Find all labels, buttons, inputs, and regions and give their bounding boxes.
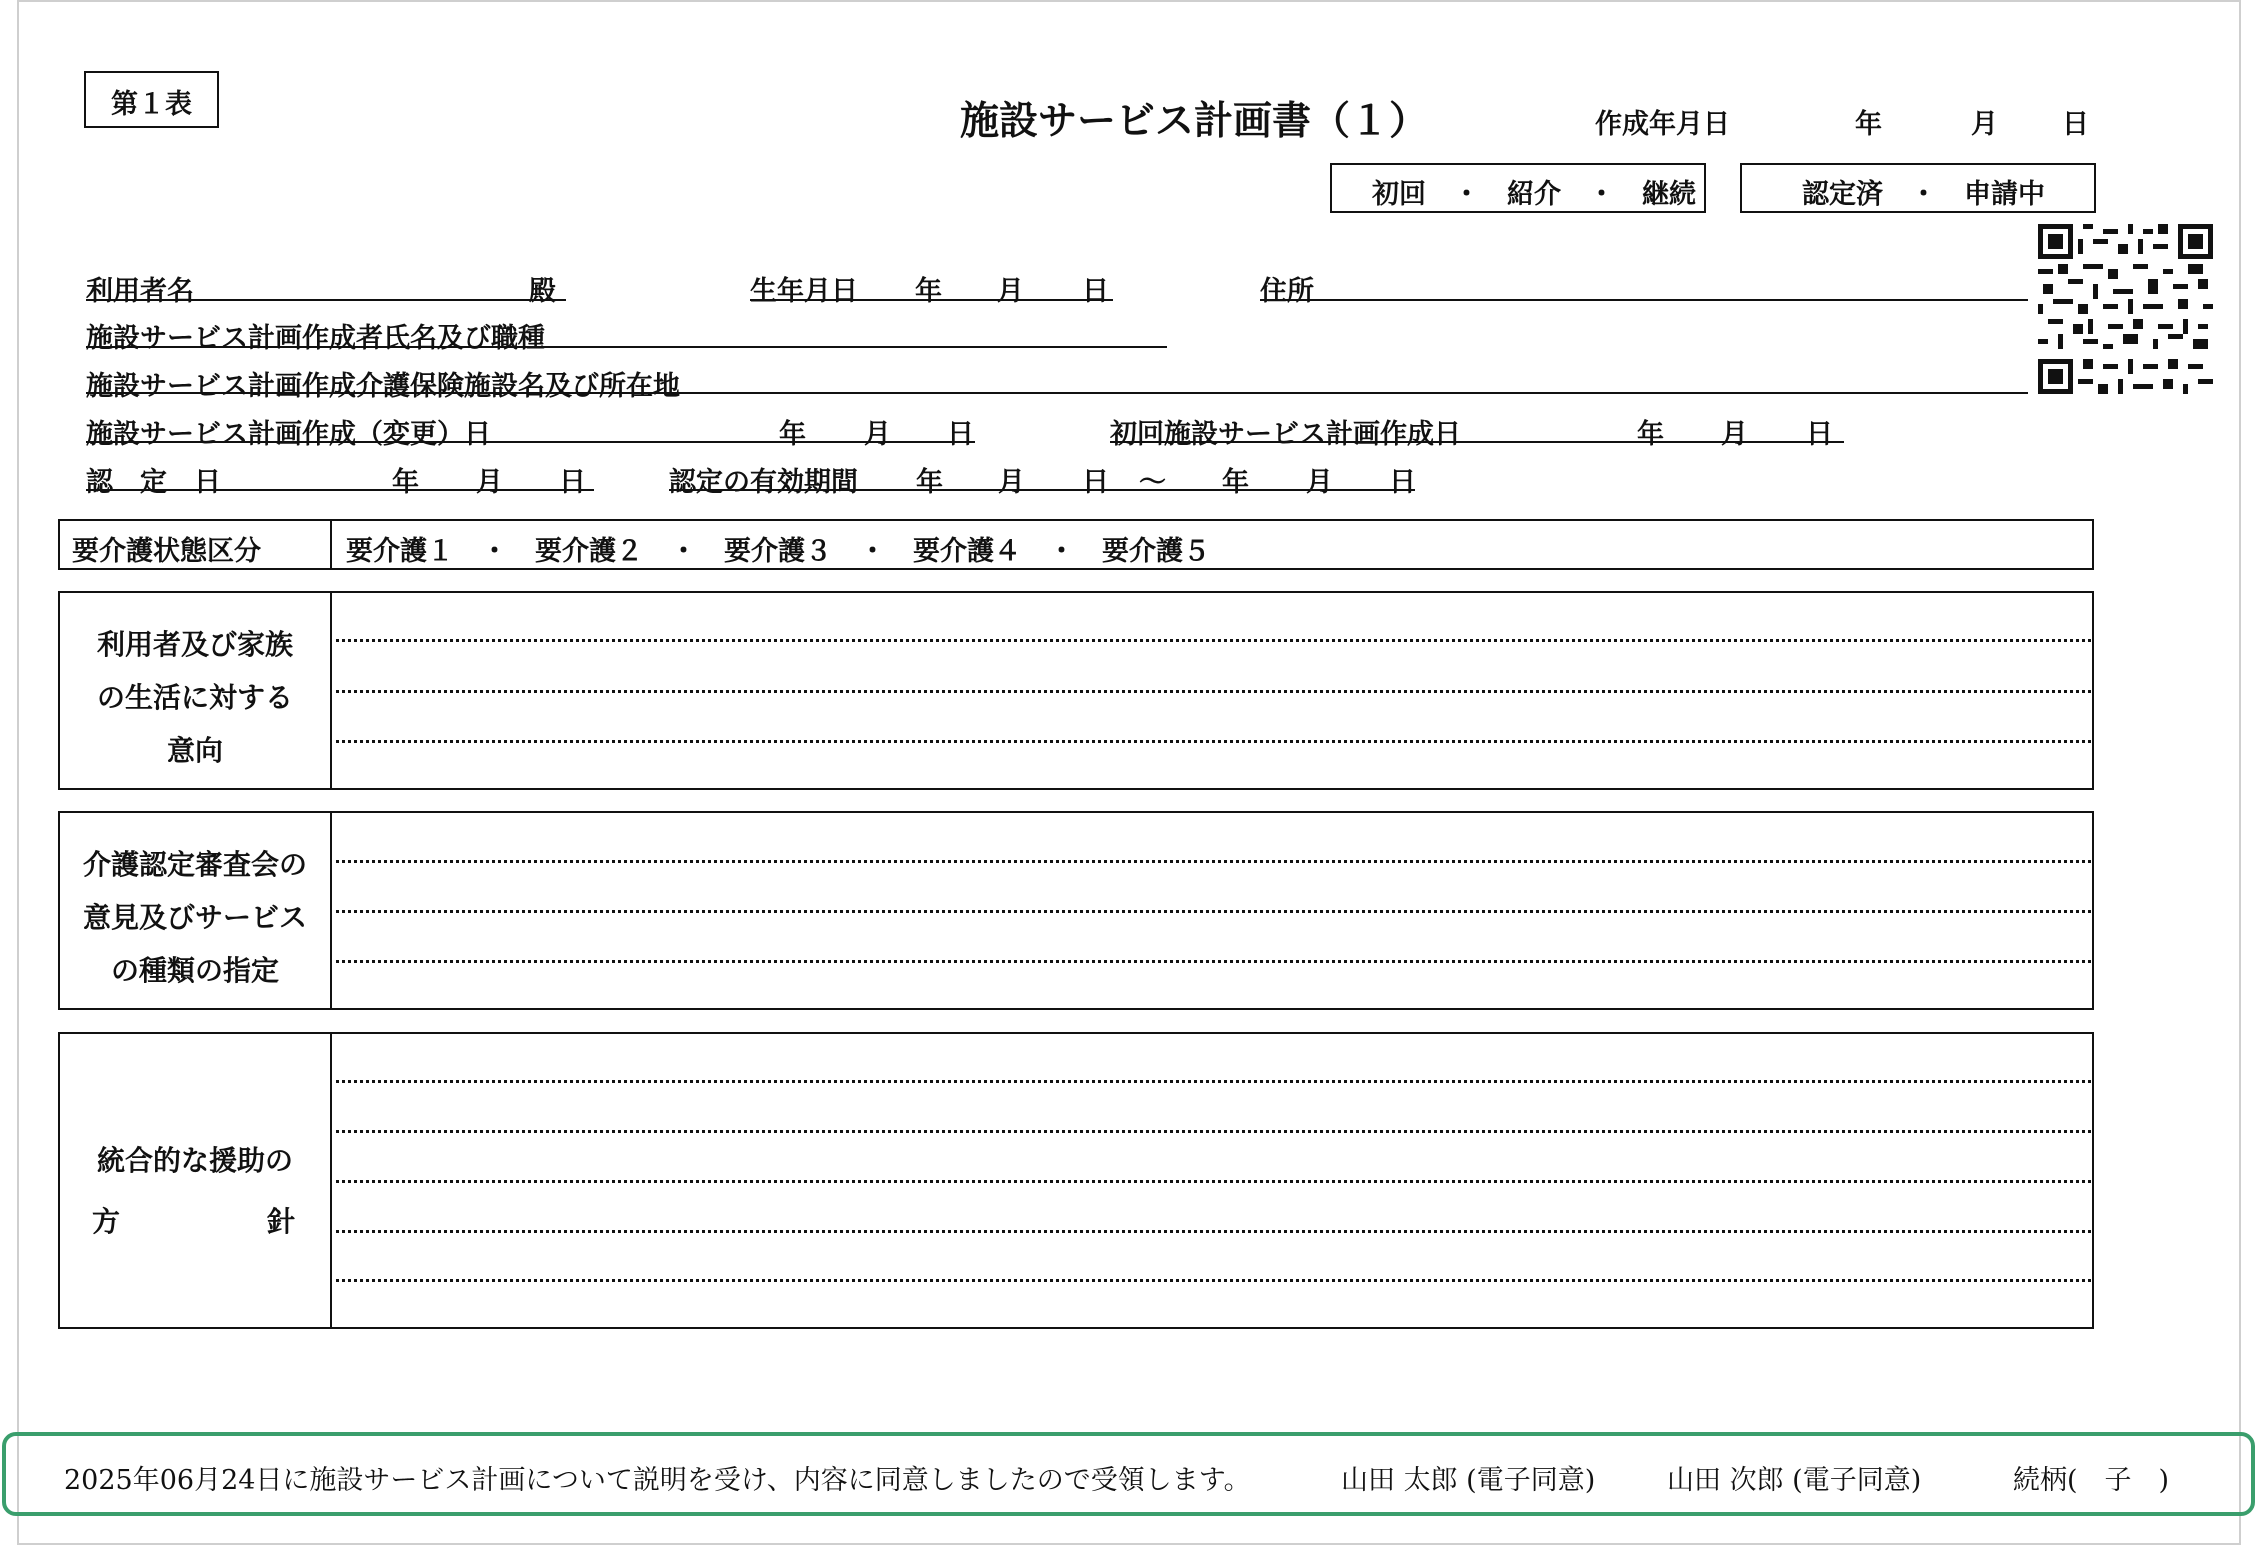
planner-label: 施設サービス計画作成者氏名及び職種 xyxy=(86,323,545,354)
cert-date-underline xyxy=(86,489,594,491)
plan-day: 日 xyxy=(947,419,974,450)
consent-message: 2025年06月24日に施設サービス計画について説明を受け、内容に同意しましたので受領します。 xyxy=(64,1465,1251,1496)
validity-label: 認定の有効期間 xyxy=(669,467,858,498)
support-policy-line xyxy=(336,1080,2091,1083)
created-month: 月 xyxy=(1971,109,1998,140)
birth-year: 年 xyxy=(915,276,942,307)
review-opinion-line xyxy=(336,860,2091,863)
birth-month: 月 xyxy=(997,276,1024,307)
cert-day: 日 xyxy=(559,467,586,498)
plan-type-options: 初回 ・ 紹介 ・ 継続 xyxy=(1372,179,1696,210)
plan-month: 月 xyxy=(864,419,891,450)
support-policy-label-2b: 針 xyxy=(267,1205,296,1238)
address-label: 住所 xyxy=(1260,276,1314,307)
support-policy-line xyxy=(336,1230,2091,1233)
validity-start-month: 月 xyxy=(998,467,1025,498)
first-plan-year: 年 xyxy=(1637,419,1664,450)
intent-label-3: 意向 xyxy=(166,734,223,767)
address-underline xyxy=(1260,299,2028,301)
care-level-divider xyxy=(330,519,332,570)
consent-banner xyxy=(2,1432,2255,1516)
plan-date-underline xyxy=(86,441,975,443)
validity-tilde: ～ xyxy=(1139,467,1166,498)
created-date-label: 作成年月日 xyxy=(1595,109,1730,140)
facility-underline xyxy=(86,392,2028,394)
cert-status-options: 認定済 ・ 申請中 xyxy=(1802,179,2045,210)
consent-signer-1: 山田 太郎 (電子同意) xyxy=(1341,1465,1596,1496)
intent-divider xyxy=(330,591,332,790)
support-policy-divider xyxy=(330,1032,332,1329)
support-policy-label-1: 統合的な援助の xyxy=(96,1144,293,1177)
qr-code-icon xyxy=(2038,224,2213,394)
birth-day: 日 xyxy=(1082,276,1109,307)
first-plan-date-underline xyxy=(1110,441,1844,443)
intent-label-1: 利用者及び家族 xyxy=(96,628,293,661)
intent-label-2: の生活に対する xyxy=(96,681,293,714)
cert-year: 年 xyxy=(392,467,419,498)
first-plan-month: 月 xyxy=(1721,419,1748,450)
user-name-underline xyxy=(86,299,566,301)
care-plan-form xyxy=(17,0,2241,1545)
intent-line xyxy=(336,740,2091,743)
validity-end-day: 日 xyxy=(1389,467,1416,498)
form-title: 施設サービス計画書（１） xyxy=(960,99,1429,144)
review-opinion-label-1: 介護認定審査会の xyxy=(82,848,307,881)
support-policy-line xyxy=(336,1180,2091,1183)
support-policy-label-2a: 方 xyxy=(92,1205,121,1238)
birthdate-label: 生年月日 xyxy=(750,276,858,307)
consent-signer-2: 山田 次郎 (電子同意) xyxy=(1667,1465,1922,1496)
review-opinion-divider xyxy=(330,811,332,1010)
plan-date-label: 施設サービス計画作成（変更）日 xyxy=(86,419,491,450)
user-name-label: 利用者名 xyxy=(86,276,194,307)
support-policy-line xyxy=(336,1279,2091,1282)
cert-date-label: 認 定 日 xyxy=(86,467,221,498)
validity-end-month: 月 xyxy=(1306,467,1333,498)
plan-year: 年 xyxy=(779,419,806,450)
validity-end-year: 年 xyxy=(1222,467,1249,498)
review-opinion-label-3: の種類の指定 xyxy=(110,954,279,987)
review-opinion-label-2: 意見及びサービス xyxy=(82,901,307,934)
consent-relation: 続柄( 子 ) xyxy=(2013,1465,2170,1496)
validity-start-day: 日 xyxy=(1082,467,1109,498)
cert-month: 月 xyxy=(476,467,503,498)
birthdate-underline xyxy=(750,299,1113,301)
facility-label: 施設サービス計画作成介護保険施設名及び所在地 xyxy=(86,371,680,402)
validity-start-year: 年 xyxy=(916,467,943,498)
created-year: 年 xyxy=(1855,109,1882,140)
first-plan-date-label: 初回施設サービス計画作成日 xyxy=(1110,419,1461,450)
support-policy-line xyxy=(336,1130,2091,1133)
validity-underline xyxy=(669,489,1415,491)
care-level-label: 要介護状態区分 xyxy=(72,536,261,567)
planner-underline xyxy=(86,346,1167,348)
created-day: 日 xyxy=(2062,109,2089,140)
care-level-options: 要介護１ ・ 要介護２ ・ 要介護３ ・ 要介護４ ・ 要介護５ xyxy=(346,536,1210,567)
intent-line xyxy=(336,639,2091,642)
intent-line xyxy=(336,690,2091,693)
user-name-suffix: 殿 xyxy=(529,276,556,307)
table-number: 第１表 xyxy=(111,89,192,120)
review-opinion-line xyxy=(336,910,2091,913)
review-opinion-line xyxy=(336,960,2091,963)
first-plan-day: 日 xyxy=(1806,419,1833,450)
